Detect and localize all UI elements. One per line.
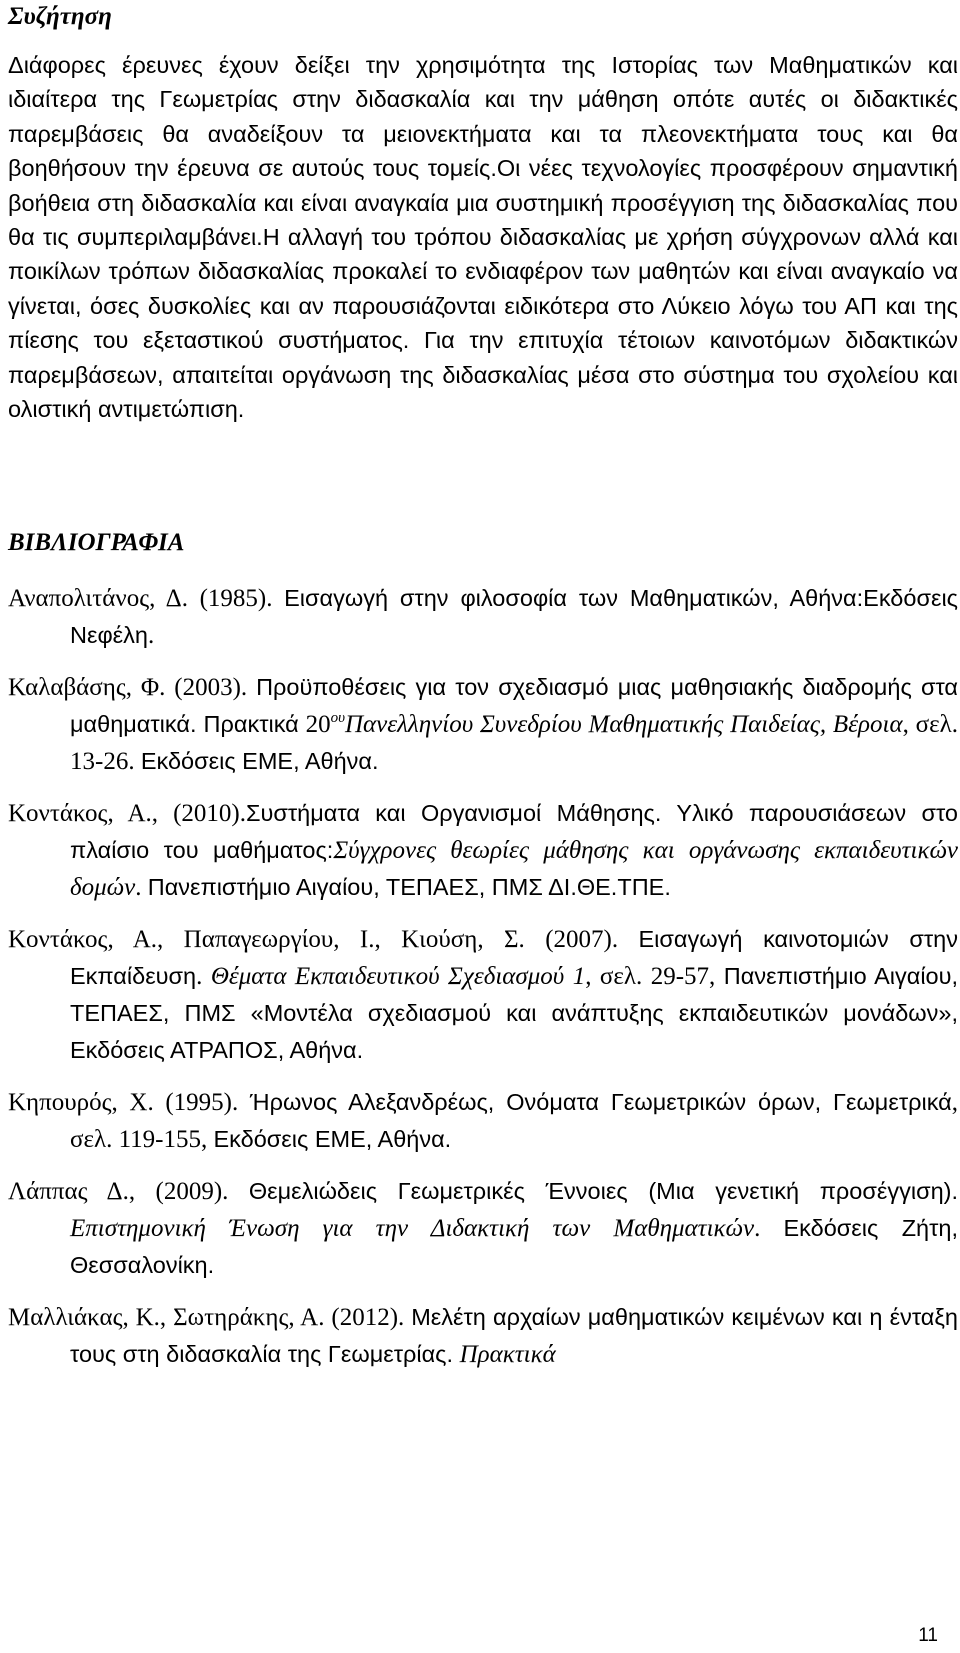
reference-author: Μαλλιάκας, Κ., Σωτηράκης, Α. (2012). — [8, 1304, 412, 1331]
reference-edition: 20 — [298, 711, 331, 738]
reference-punct: . — [196, 963, 211, 990]
bibliography-heading: ΒΙΒΛΙΟΓΡΑΦΙΑ — [8, 529, 185, 556]
reference-pages: , σελ. 13-26. — [70, 711, 959, 775]
reference-publisher: Εκδόσεις ΕΜΕ, Αθήνα. — [140, 748, 379, 774]
reference-author: Κηπουρός, Χ. (1995). — [8, 1089, 250, 1116]
reference-title: Εισαγωγή καινοτομιών στην Εκπαίδευση — [70, 926, 959, 989]
reference-item — [8, 1173, 958, 1284]
reference-list — [8, 580, 958, 1388]
section-heading: Συζήτηση — [8, 3, 112, 30]
reference-superscript: ου — [330, 710, 345, 726]
reference-author: Καλαβάσης, Φ. (2003). — [8, 674, 257, 701]
reference-pages: , σελ. 29-57, — [585, 963, 724, 990]
discussion-paragraph: Διάφορες έρευνες έχουν δείξει την χρησιμότητα της Ιστορίας των Μαθηματικών και ιδιαίτερα της Γεωμετρίας στην διδασκαλία και την μάθηση οπότε αυτές οι διδακτικές παρεμβάσεις θα αναδείξουν τα μειονεκτήματα και τα πλεονεκτήματα τους και θα βοηθήσουν την έρευνα σε αυτούς τους τομείς.Οι νέες τεχνολογίες προσφέρουν σημαντική βοήθεια στη διδασκαλία και είναι αναγκαία μια συστημική προσέγγιση της διδασκαλίας που θα τις συμπεριλαμβάνει.Η αλλαγή του τρόπου διδασκαλίας με χρήση σύγχρονων αλλά και ποικίλων τρόπων διδασκαλίας προκαλεί το ενδιαφέρον των μαθητών και είναι αναγκαίο να γίνεται, όσες δυσκολίες και αν παρουσιάζονται ειδικότερα στο Λύκειο λόγω του ΑΠ και της πίεσης του εξεταστικού συστήματος. Για την επιτυχία τέτοιων καινοτόμων διδακτικών παρεμβάσεων, απαιτείται οργάνωση της διδασκαλίας μέσα στο σύστημα του σχολείου και ολιστική αντιμετώπιση. — [8, 52, 958, 423]
reference-title: Θεμελιώδεις Γεωμετρικές Έννοιες (Μια γενετική προσέγγιση). — [248, 1178, 958, 1204]
reference-publisher: Πανεπιστήμιο Αιγαίου, ΤΕΠΑΕΣ, ΠΜΣ «Μοντέλα σχεδιασμού και ανάπτυξης εκπαιδευτικών μονάδων», Εκδόσεις ΑΤΡΑΠΟΣ, Αθήνα. — [70, 963, 959, 1063]
reference-publisher: Εκδόσεις Ζήτη, Θεσσαλονίκη. — [70, 1215, 959, 1278]
reference-item — [8, 921, 958, 1069]
reference-title: Μελέτη αρχαίων μαθηματικών κειμένων και η ένταξη τους στη διδασκαλία της Γεωμετρίας. — [70, 1304, 958, 1367]
reference-proceedings: Πρακτικά — [459, 1341, 556, 1368]
reference-course: Σύγχρονες θεωρίες μάθησης και οργάνωσης εκπαιδευτικών δομών — [70, 837, 959, 901]
reference-author: Κοντάκος, Α., (2010). — [8, 800, 247, 827]
reference-publisher: Πανεπιστήμιο Αιγαίου, ΤΕΠΑΕΣ, ΠΜΣ ΔΙ.ΘΕ.ΤΠΕ. — [147, 874, 671, 900]
reference-title: Προϋποθέσεις για τον σχεδιασμό μιας μαθησιακής διαδρομής στα μαθηματικά. Πρακτικά — [70, 674, 959, 737]
reference-item — [8, 795, 958, 906]
reference-item — [8, 669, 958, 780]
reference-proceedings: Πανελληνίου Συνεδρίου Μαθηματικής Παιδείας, Βέροια — [344, 711, 903, 738]
reference-title: Ήρωνος Αλεξανδρέως, Ονόματα Γεωμετρικών όρων, Γεωμετρικά — [249, 1089, 952, 1115]
reference-pages: , σελ. 119-155, — [70, 1089, 958, 1153]
reference-punct: . — [147, 622, 155, 649]
reference-journal: Θέματα Εκπαιδευτικού Σχεδιασμού 1 — [210, 963, 586, 990]
reference-punct: . — [754, 1215, 784, 1242]
reference-punct: . — [135, 874, 148, 901]
reference-source: Επιστημονική Ένωση για την Διδακτική των Μαθηματικών — [70, 1215, 755, 1242]
reference-title: Συστήματα και Οργανισμοί Μάθησης. Υλικό παρουσιάσεων στο πλαίσιο του μαθήματος: — [70, 800, 958, 863]
reference-item — [8, 580, 958, 654]
reference-publisher: Εκδόσεις ΕΜΕ, Αθήνα. — [213, 1126, 452, 1152]
page-number: 11 — [918, 1625, 938, 1646]
reference-author: Λάππας Δ., (2009). — [8, 1178, 249, 1205]
reference-author: Αναπολιτάνος, Δ. (1985). — [8, 585, 285, 612]
reference-item — [8, 1299, 958, 1373]
reference-item — [8, 1084, 958, 1158]
reference-title: Εισαγωγή στην φιλοσοφία των Μαθηματικών, Αθήνα:Εκδόσεις Νεφέλη — [70, 585, 958, 648]
reference-author: Κοντάκος, Α., Παπαγεωργίου, Ι., Κιούση, Σ. (2007). — [8, 926, 639, 953]
